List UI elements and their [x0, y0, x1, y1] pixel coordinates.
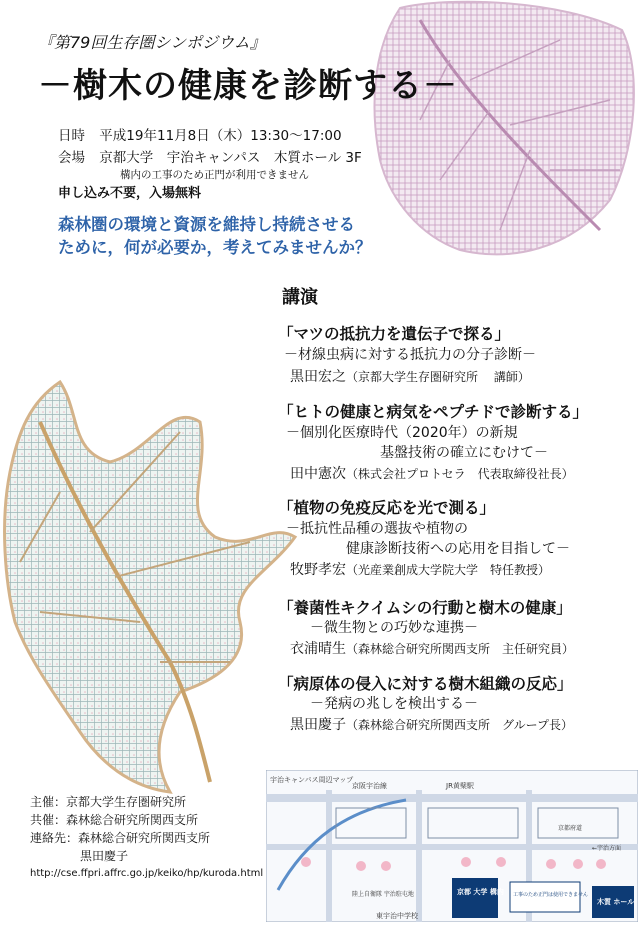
- lecture-1-title: 「マツの抵抗力を遺伝子で探る」: [278, 325, 511, 343]
- tagline-line-2: ために，何が必要か，考えてみませんか？: [58, 238, 372, 257]
- speaker-name: 衣浦晴生: [290, 641, 346, 657]
- speaker-name: 牧野孝宏: [290, 562, 346, 578]
- lecture-5-title: 「病原体の侵入に対する樹木組織の反応」: [278, 675, 573, 693]
- map-road-label: 京都府道: [558, 825, 583, 832]
- construction-note: 構内の工事のため正門が利用できません: [120, 169, 309, 181]
- lecture-3-subtitle-2: 健康診断技術への応用を目指して－: [346, 541, 570, 557]
- contact-person: 黒田慶子: [80, 849, 129, 863]
- map-road: [266, 844, 638, 850]
- lecture-1-subtitle: －材線虫病に対する抵抗力の分子診断－: [284, 347, 536, 363]
- map-road: [266, 794, 638, 802]
- speaker-affiliation: （森林総合研究所関西支所 主任研究員）: [346, 642, 575, 656]
- venue-label: 会場: [58, 150, 85, 166]
- lecture-3-subtitle-1: －抵抗性品種の選抜や植物の: [286, 521, 468, 537]
- venue-value: 京都大学 宇治キャンパス 木質ホール 3F: [99, 150, 362, 166]
- map-notice: 工事のため正門は使用できません: [513, 892, 589, 898]
- lecture-4-speaker: [290, 638, 574, 658]
- date-label: 日時: [58, 128, 85, 144]
- lecture-2-title: 「ヒトの健康と病気をペプチドで診断する」: [278, 403, 589, 421]
- speaker-affiliation: （森林総合研究所関西支所 グループ長）: [346, 718, 574, 732]
- co-organizer: 共催：森林総合研究所関西支所: [30, 813, 199, 827]
- symposium-series: 『第79回生存圏シンポジウム』: [38, 33, 266, 52]
- leaf-image-top: [360, 0, 640, 262]
- lecture-5-subtitle: －発病の兆しを検出する－: [310, 696, 478, 712]
- contact-info: 連絡先：森林総合研究所関西支所: [30, 831, 211, 845]
- lecture-1-speaker: [290, 366, 530, 386]
- map-railway: 京阪宇治線: [352, 782, 387, 790]
- map-title: 宇治キャンパス周辺マップ: [270, 776, 354, 784]
- speaker-affiliation: （光産業創成大学院大学 特任教授）: [346, 563, 551, 577]
- contact-url-link[interactable]: http://cse.ffpri.affrc.go.jp/keiko/hp/kuroda.html: [30, 868, 264, 879]
- host-organizer: 主催：京都大学生存圏研究所: [30, 795, 187, 809]
- date-value: 平成19年11月8日（木）13:30～17:00: [99, 128, 342, 144]
- lecture-2-speaker: [290, 463, 574, 483]
- date-row: [58, 124, 342, 144]
- lecture-3-speaker: [290, 559, 550, 579]
- campus-block: [452, 878, 498, 918]
- map-campus-label: 京都 大学 構内: [457, 888, 504, 896]
- map-station: JR黄檗駅: [446, 782, 474, 790]
- lectures-heading: 講演: [282, 287, 318, 308]
- speaker-name: 田中憲次: [290, 466, 346, 482]
- page-title: －樹木の健康を診断する－: [38, 66, 458, 106]
- speaker-name: 黒田宏之: [290, 369, 346, 385]
- tagline-line-1: 森林圏の環境と資源を維持し持続させる: [58, 215, 355, 234]
- map-road: [416, 790, 422, 922]
- map-school: 東宇治中学校: [376, 912, 418, 920]
- campus-map: [266, 770, 638, 922]
- lecture-3-title: 「植物の免疫反応を光で測る」: [278, 499, 496, 517]
- map-road: [326, 790, 332, 922]
- lecture-5-speaker: [290, 714, 573, 734]
- venue-row: [58, 146, 362, 166]
- leaf-image-left: [0, 362, 300, 802]
- lecture-4-title: 「養菌性キクイムシの行動と樹木の健康」: [278, 599, 572, 617]
- lecture-4-subtitle: －微生物との巧妙な連携－: [310, 620, 478, 636]
- lecture-2-subtitle-2: 基盤技術の確立にむけて－: [380, 445, 548, 461]
- admission-info: 申し込み不要，入場無料: [58, 186, 202, 201]
- lecture-2-subtitle-1: －個別化医療時代（2020年）の新規: [286, 425, 518, 441]
- speaker-affiliation: （京都大学生存圏研究所 講師）: [346, 370, 530, 384]
- map-hall-label: 木質 ホール: [597, 898, 635, 906]
- speaker-name: 黒田慶子: [290, 717, 346, 733]
- map-parking: 陸上自衛隊 宇治駐屯地: [352, 891, 414, 898]
- map-direction: ←宇治方面: [592, 845, 622, 852]
- speaker-affiliation: （株式会社プロトセラ 代表取締役社長）: [346, 467, 574, 481]
